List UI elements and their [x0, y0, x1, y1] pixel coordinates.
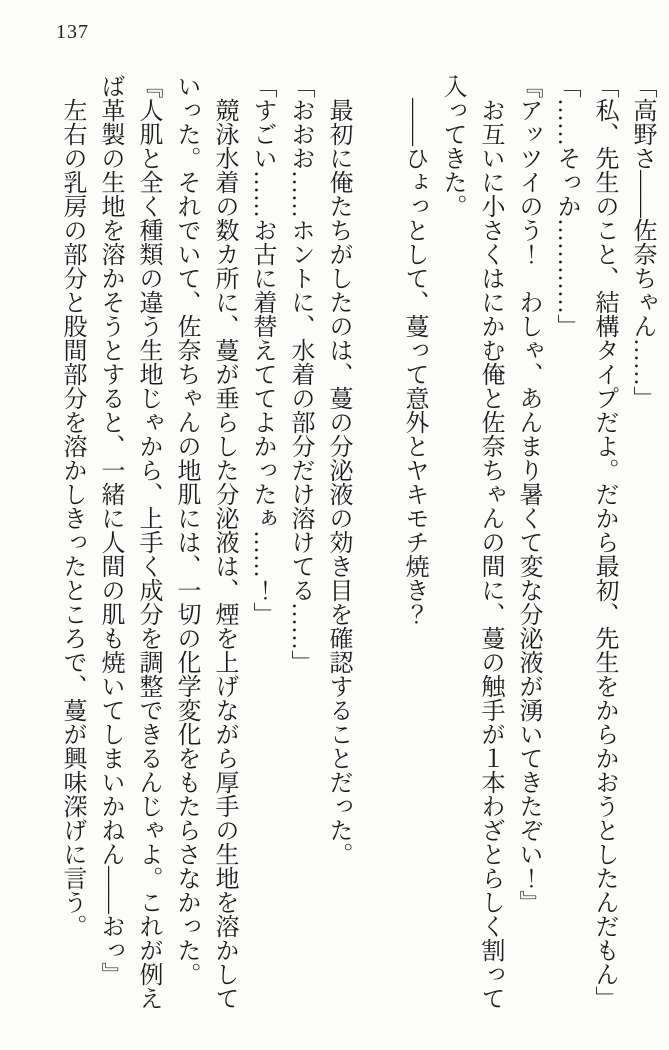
dialogue-line: 「高野さ――佐奈ちゃん……」	[629, 74, 655, 410]
scene-break-gap	[357, 74, 395, 1019]
dialogue-line: 「すごい……お古に着替えててよかったぁ……！」	[249, 74, 275, 626]
narration-line: 最初に俺たちがしたのは、蔓の分泌液の効き目を確認することだった。	[325, 74, 351, 866]
narration-line: お互いに小さくはにかむ俺と佐奈ちゃんの間に、蔓の触手が１本わざとらしく割って入ってきた。	[439, 74, 503, 1010]
dialogue-line: 「私、先生のこと、結構タイプだよ。だから最初、先生をからかおうとしたんだもん」	[591, 74, 617, 1010]
dialogue-line: 『人肌と全く種類の違う生地じゃから、上手く成分を調整できるんじゃよ。これが例えば革製の生地を溶かそうとすると、一緒に人間の肌も焼いてしまいかねん――おっ』	[97, 74, 161, 1010]
page-number: 137	[56, 21, 89, 43]
dialogue-line: 「……そっか…………」	[553, 74, 579, 338]
narration-line: 左右の乳房の部分と股間部分を溶かしきったところで、蔓が興味深げに言う。	[59, 74, 85, 938]
vertical-text-area	[53, 74, 661, 1019]
narration-line: 競泳水着の数カ所に、蔓が垂らした分泌液は、煙を上げながら厚手の生地を溶かしていった。それでいて、佐奈ちゃんの地肌には、一切の化学変化をもたらさなかった。	[173, 74, 237, 1010]
dialogue-line: 「おおお……ホントに、水着の部分だけ溶けてる……」	[287, 74, 313, 674]
narration-line: ――ひょっとして、蔓って意外とヤキモチ焼き？	[401, 74, 427, 626]
dialogue-line: 『アッツイのう！ わしゃ、あんまり暑くて変な分泌液が湧いてきたぞい！』	[515, 74, 541, 914]
